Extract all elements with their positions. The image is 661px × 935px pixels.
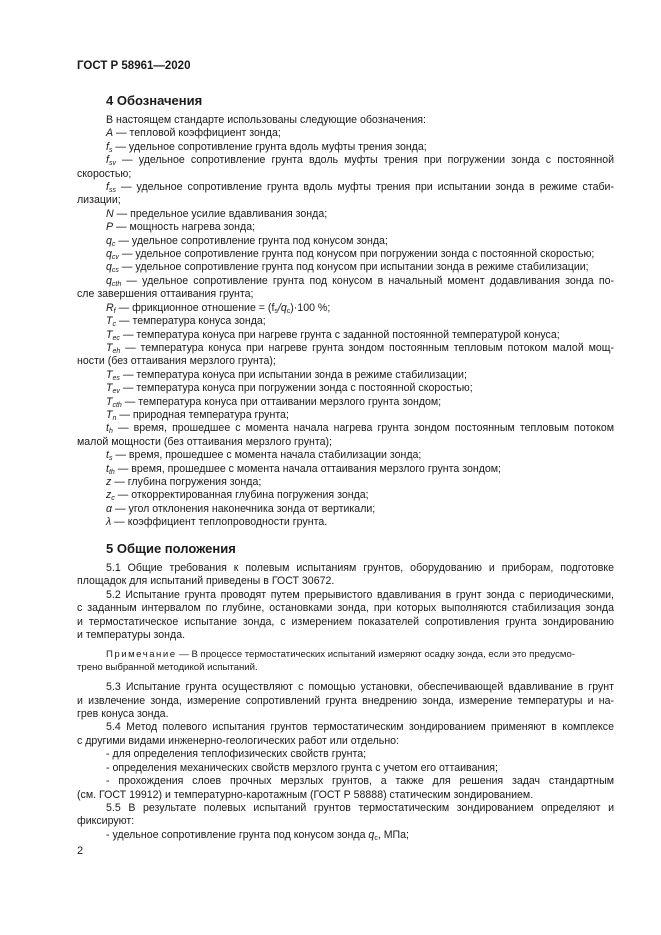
notation-symbol: f (106, 140, 109, 153)
notation-description: — природная температура грунта; (116, 408, 289, 421)
notation-item (77, 422, 614, 435)
notation-description: — удельное сопротивление грунта под конусом при испытании зонда в режиме стабилизации; (118, 261, 589, 274)
notation-symbol: t (106, 422, 109, 435)
notation-item (77, 208, 614, 221)
section-4-title: 4 Обозначения (106, 93, 203, 108)
notation-subscript: n (112, 414, 117, 422)
section-4-intro: В настоящем стандарте использованы следующие обозначения: (106, 114, 426, 126)
notation-item (77, 342, 614, 355)
note-label: Примечание (106, 649, 177, 661)
notation-item (77, 261, 614, 274)
notation-item (77, 449, 614, 462)
note-line (77, 649, 614, 661)
notation-description: — время, прошедшее с момента начала стабилизации зонда; (112, 449, 422, 462)
paragraph-5-3-line: грев конуса зонда. (77, 708, 169, 721)
notation-symbol: q (106, 248, 112, 261)
notation-symbol: T (106, 382, 113, 395)
notation-symbol: α (106, 502, 113, 515)
notation-item (77, 302, 614, 315)
notation-item (77, 396, 614, 409)
notation-items (77, 127, 614, 529)
paragraph-5-3-line: 5.3 Испытание грунта осуществляют с помощью установки, обеспечивающей вдавливание в грунт (106, 681, 614, 694)
notation-subscript: ec (112, 334, 120, 342)
notation-description: — удельное сопротивление грунта вдоль муфты трения при погружении зонда с постоянной (115, 154, 614, 167)
formula-text: /q (277, 301, 287, 314)
list-item-continuation: (см. ГОСТ 19912) и температурно-каротажным (ГОСТ Р 58888) статическим зондированием. (77, 788, 534, 801)
notation-description: — температура конуса при нагреве грунта зондом постоянным тепловым потоком малой мощ- (120, 341, 614, 354)
notation-description: — температура конуса при оттаивании мерзлого грунта зондом; (121, 395, 442, 408)
notation-item (77, 221, 614, 234)
list-item: - для определения теплофизических свойств грунта; (106, 748, 367, 761)
notation-subscript: c (112, 321, 116, 329)
list-item: - определения механических свойств мерзлого грунта с учетом его оттаивания; (106, 761, 498, 774)
section-5-body (77, 562, 614, 842)
paragraph-5-2-line: и термостатическое испытание зонда, с измерением показателей сопротивления грунта зондированию (77, 615, 614, 628)
formula-text: )·100 %; (290, 301, 331, 314)
notation-symbol: T (106, 395, 113, 408)
note-block (77, 649, 614, 674)
notation-item (77, 503, 614, 516)
paragraph-5-3 (77, 681, 614, 721)
notation-item (77, 181, 614, 194)
notation-description: — удельное сопротивление грунта вдоль муфты трения зонда; (112, 140, 427, 153)
notation-description: — удельное сопротивление грунта под конусом при погружении зонда с постоянной скоростью; (118, 248, 595, 261)
notation-item-continuation: лизации; (77, 194, 121, 207)
document-code-header: ГОСТ Р 58961—2020 (77, 60, 191, 72)
section-5-title: 5 Общие положения (106, 541, 236, 556)
note-line: трено выбранной методикой испытаний. (77, 661, 258, 673)
notation-symbol: T (106, 328, 113, 341)
notation-description: — температура конуса при нагреве грунта с заданной постоянной температурой конуса; (119, 328, 560, 341)
notation-symbol: f (106, 154, 109, 167)
notation-subscript: cs (111, 267, 119, 275)
formula-subscript: c (286, 307, 291, 315)
notation-subscript: ev (112, 388, 120, 396)
notation-item (77, 489, 614, 502)
notation-subscript: s (108, 455, 113, 463)
paragraph-5-5-line: 5.5 В результате полевых испытаний грунтов термостатическим зондированием определяют и (106, 801, 614, 814)
notation-item (77, 141, 614, 154)
notation-symbol: N (106, 207, 114, 220)
notation-item-continuation: малой мощности (без оттаивания мерзлого грунта); (77, 435, 332, 448)
notation-description: — коэффициент теплопроводности грунта. (111, 516, 328, 529)
notation-item (77, 235, 614, 248)
notation-description: — удельное сопротивление грунта под конусом в начальный момент додавливания зонда по- (121, 274, 614, 287)
notation-item (77, 127, 614, 140)
paragraph-5-4-line: с другими видами инженерно-геологических работ или отдельно: (77, 734, 400, 747)
symbol: q (368, 828, 375, 841)
notation-symbol: t (106, 462, 109, 475)
notation-item-continuation: сле завершения оттаивания грунта; (77, 288, 254, 301)
notation-symbol: t (106, 449, 109, 462)
notation-description: — удельное сопротивление грунта вдоль муфты трения при испытании зонда в режиме стаби- (115, 181, 614, 194)
notation-item (77, 329, 614, 342)
notation-symbol: z (106, 475, 112, 488)
notation-subscript: sv (108, 160, 116, 168)
notation-subscript: f (113, 307, 116, 315)
notation-description: — тепловой коэффициент зонда; (113, 127, 281, 140)
notation-symbol: R (106, 301, 114, 314)
notation-description: — откорректированная глубина погружения зонда; (114, 489, 369, 502)
notation-subscript: cv (111, 254, 119, 262)
notation-description: — фрикционное отношение = (f (115, 301, 275, 314)
formula-subscript: s (274, 307, 278, 315)
notation-item (77, 315, 614, 328)
notation-subscript: s (108, 146, 113, 154)
notation-item (77, 516, 614, 529)
notation-description: — температура конуса зонда; (115, 315, 266, 328)
notation-description: — мощность нагрева зонда; (113, 221, 256, 234)
notation-description: — температура конуса при испытании зонда в режиме стабилизации; (119, 368, 467, 381)
notation-symbol: z (106, 489, 112, 502)
notation-item (77, 382, 614, 395)
notation-item (77, 409, 614, 422)
notation-list (77, 114, 614, 530)
notation-description: — время, прошедшее с момента начала оттаивания мерзлого грунта зондом; (114, 462, 502, 475)
list-item (77, 829, 614, 842)
notation-item (77, 248, 614, 261)
note-text: — В процессе термостатических испытаний измеряют осадку зонда, если это предусмо- (176, 649, 576, 661)
notation-description: — время, прошедшее с момента начала нагрева грунта зондом постоянным тепловым потоком (112, 422, 614, 435)
notation-subscript: h (108, 428, 113, 436)
list-item-text: - удельное сопротивление грунта под конусом зонда (106, 828, 369, 841)
paragraph-5-2-line: 5.2 Испытание грунта проводят путем прерывистого вдавливания в грунт зонда с периодическими, (106, 588, 614, 601)
notation-item (77, 154, 614, 167)
notation-symbol: q (106, 274, 112, 287)
notation-subscript: cth (111, 280, 122, 288)
page-number: 2 (77, 845, 84, 857)
notation-symbol: f (106, 181, 109, 194)
notation-symbol: T (106, 341, 113, 354)
notation-description: — температура конуса при погружении зонда с постоянной скоростью; (119, 382, 473, 395)
notation-subscript: c (111, 240, 116, 248)
notation-subscript: cth (112, 401, 122, 409)
notation-symbol: q (106, 261, 112, 274)
paragraph-5-3-line: и извлечение зонда, измерение сопротивлений грунта внедрению зонда, измерение температуры и на- (77, 694, 614, 707)
paragraph-5-5-line: фиксируют: (77, 815, 135, 828)
notation-description: — угол отклонения наконечника зонда от вертикали; (112, 502, 376, 515)
symbol-subscript: c (374, 834, 378, 842)
paragraph-5-2-line: и температуры зонда. (77, 629, 186, 642)
notation-symbol: λ (106, 516, 112, 529)
notation-subscript: th (108, 468, 115, 476)
notation-item (77, 369, 614, 382)
notation-symbol: T (106, 368, 113, 381)
notation-description: — предельное усилие вдавливания зонда; (113, 207, 328, 220)
paragraph-5-1-line: площадок для испытаний приведены в ГОСТ 30672. (77, 575, 335, 588)
notation-symbol: A (106, 127, 114, 140)
notation-symbol: q (106, 234, 112, 247)
notation-item (77, 275, 614, 288)
list-item-unit: , МПа; (377, 828, 409, 841)
notation-description: — удельное сопротивление грунта под конусом зонда; (115, 234, 388, 247)
paragraph-5-1-line: 5.1 Общие требования к полевым испытаниям грунтов, оборудованию и приборам, подготовке (106, 562, 614, 574)
notation-subscript: es (112, 374, 120, 382)
notation-description: — глубина погружения зонда; (111, 475, 262, 488)
notation-subscript: ss (108, 187, 116, 195)
notation-item (77, 476, 614, 489)
notation-subscript: c (111, 495, 115, 503)
paragraph-5-4-line: 5.4 Метод полевого испытания грунтов термостатическим зондированием применяют в комплексе (106, 721, 614, 734)
notation-subscript: eh (112, 347, 121, 355)
notation-symbol: P (106, 221, 114, 234)
notation-symbol: T (106, 408, 113, 421)
paragraph-5-2-line: с заданным интервалом по глубине, остановками зонда, при которых выполняются стабилизация зонда (77, 602, 614, 615)
notation-item-continuation: скоростью; (77, 167, 132, 180)
list-item: - прохождения слоев прочных мерзлых грунтов, а также для решения задач стандартным (106, 775, 614, 788)
notation-item (77, 463, 614, 476)
notation-item-continuation: ности (без оттаивания мерзлого грунта); (77, 355, 276, 368)
notation-symbol: T (106, 315, 113, 328)
